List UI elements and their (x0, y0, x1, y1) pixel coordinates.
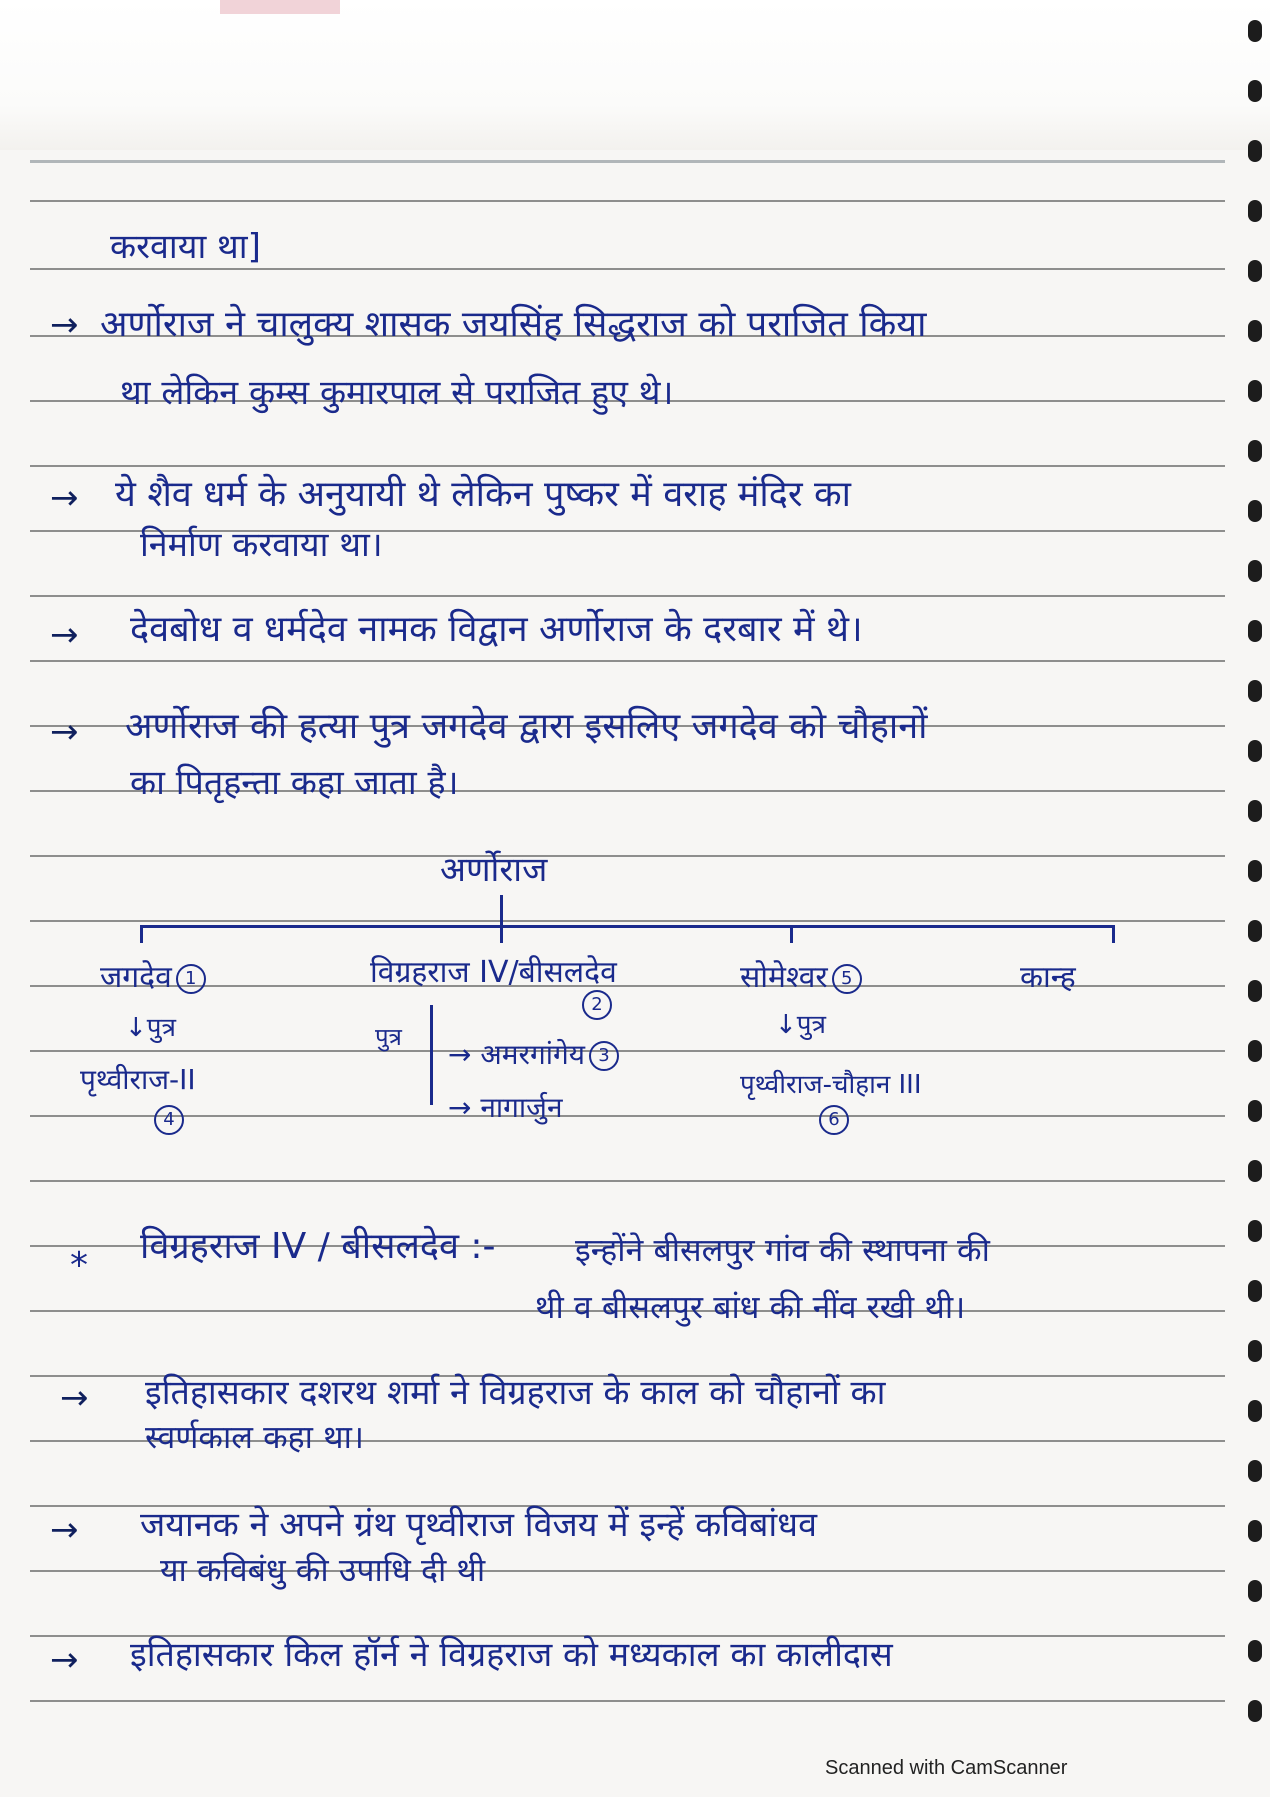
binding-ring (1248, 260, 1262, 282)
arrow-right-icon: → (60, 1378, 89, 1418)
rule-line (30, 200, 1225, 202)
tree-child-2: विग्रहराज IV/बीसलदेव (370, 955, 617, 990)
tree-child-2-relation: पुत्र (375, 1023, 402, 1051)
binding-ring (1248, 1100, 1262, 1122)
binding-ring (1248, 1220, 1262, 1242)
binding-ring (1248, 440, 1262, 462)
binding-ring (1248, 860, 1262, 882)
binding-ring (1248, 500, 1262, 522)
tree-child-3: सोमेश्वर 5 (740, 955, 862, 996)
binding-ring (1248, 1160, 1262, 1182)
bullet-2-line-1: ये शैव धर्म के अनुयायी थे लेकिन पुष्कर में वराह मंदिर का (115, 474, 852, 515)
binding-ring (1248, 980, 1262, 1002)
rule-line (30, 920, 1225, 922)
bullet-5-line-1: इतिहासकार दशरथ शर्मा ने विग्रहराज के काल को चौहानों का (145, 1373, 886, 1413)
bullet-1-line-1: अर्णोराज ने चालुक्य शासक जयसिंह सिद्धराज को पराजित किया (100, 304, 927, 345)
bullet-6-line-1: जयानक ने अपने ग्रंथ पृथ्वीराज विजय में इन्हें कविबांधव (140, 1505, 817, 1545)
tree-child-2-son-1: → अमरगांगेय 3 (448, 1035, 619, 1073)
arrow-right-icon: → (50, 1640, 79, 1680)
bullet-4-line-2: का पितृहन्ता कहा जाता है। (130, 763, 459, 803)
rule-line (30, 1180, 1225, 1182)
binding-ring (1248, 1700, 1262, 1722)
torn-top-edge (0, 0, 1270, 150)
section-line-1: इन्होंने बीसलपुर गांव की स्थापना की (575, 1231, 990, 1269)
tree-bracket (430, 1005, 433, 1105)
rule-line (30, 595, 1225, 597)
arrow-right-icon: → (50, 712, 79, 752)
tree-child-3-relation: ↓पुत्र (775, 1010, 826, 1040)
asterisk-icon: * (70, 1245, 88, 1286)
tree-child-1-relation: ↓पुत्र (125, 1013, 176, 1043)
rule-line (30, 1700, 1225, 1702)
tree-child-2-number: 2 (578, 990, 612, 1020)
binding-ring (1248, 1580, 1262, 1602)
binding-ring (1248, 140, 1262, 162)
tree-child-1-son: पृथ्वीराज-II (80, 1063, 196, 1096)
tree-child-3-son-number: 6 (815, 1105, 849, 1135)
bullet-4-line-1: अर्णोराज की हत्या पुत्र जगदेव द्वारा इसलिए जगदेव को चौहानों (125, 706, 928, 747)
bullet-2-line-2: निर्माण करवाया था। (140, 525, 383, 565)
rule-line (30, 1050, 1225, 1052)
rule-line (30, 160, 1225, 163)
binding-ring (1248, 1520, 1262, 1542)
pink-scrap (220, 0, 340, 14)
binding-ring (1248, 560, 1262, 582)
binding-ring (1248, 1640, 1262, 1662)
tree-drop (140, 925, 143, 943)
binding-ring (1248, 200, 1262, 222)
bullet-7-line-1: इतिहासकार किल हॉर्न ने विग्रहराज को मध्यकाल का कालीदास (130, 1635, 893, 1675)
binding-ring (1248, 1400, 1262, 1422)
tree-child-3-son: पृथ्वीराज-चौहान III (740, 1070, 922, 1100)
binding-ring (1248, 1280, 1262, 1302)
rule-line (30, 660, 1225, 662)
bullet-1-line-2: था लेकिन कुम्स कुमारपाल से पराजित हुए थे। (120, 373, 674, 413)
arrow-right-icon: → (50, 615, 79, 655)
binding-ring (1248, 800, 1262, 822)
scanner-watermark: Scanned with CamScanner (825, 1757, 1068, 1779)
tree-child-2-son-2: → नागार्जुन (448, 1091, 563, 1124)
rule-line (30, 855, 1225, 857)
bullet-6-line-2: या कविबंधु की उपाधि दी थी (160, 1551, 486, 1589)
binding-ring (1248, 1040, 1262, 1062)
tree-child-4: कान्ह (1020, 960, 1076, 995)
binding-ring (1248, 920, 1262, 942)
continued-line: करवाया था] (110, 227, 261, 267)
binding-ring (1248, 1460, 1262, 1482)
binding-ring (1248, 680, 1262, 702)
tree-branch-line (140, 925, 1115, 928)
binding-ring (1248, 80, 1262, 102)
tree-drop (1112, 925, 1115, 943)
arrow-right-icon: → (50, 305, 79, 345)
rule-line (30, 465, 1225, 467)
arrow-right-icon: → (50, 1510, 79, 1550)
rule-line (30, 268, 1225, 270)
binding-ring (1248, 740, 1262, 762)
section-line-2: थी व बीसलपुर बांध की नींव रखी थी। (535, 1288, 966, 1326)
binding-ring (1248, 620, 1262, 642)
section-heading: विग्रहराज IV / बीसलदेव :- (140, 1226, 496, 1267)
binding-ring (1248, 1340, 1262, 1362)
tree-child-1-son-number: 4 (150, 1105, 184, 1135)
arrow-right-icon: → (50, 478, 79, 518)
bullet-3-line-1: देवबोध व धर्मदेव नामक विद्वान अर्णोराज के दरबार में थे। (130, 609, 863, 650)
binding-ring (1248, 380, 1262, 402)
binding-ring (1248, 320, 1262, 342)
tree-root: अर्णोराज (440, 850, 548, 890)
tree-drop (790, 925, 793, 943)
bullet-5-line-2: स्वर्णकाल कहा था। (145, 1418, 365, 1456)
tree-drop (500, 895, 503, 943)
binding-ring (1248, 20, 1262, 42)
tree-child-1: जगदेव 1 (100, 955, 206, 996)
rule-line (30, 1115, 1225, 1117)
